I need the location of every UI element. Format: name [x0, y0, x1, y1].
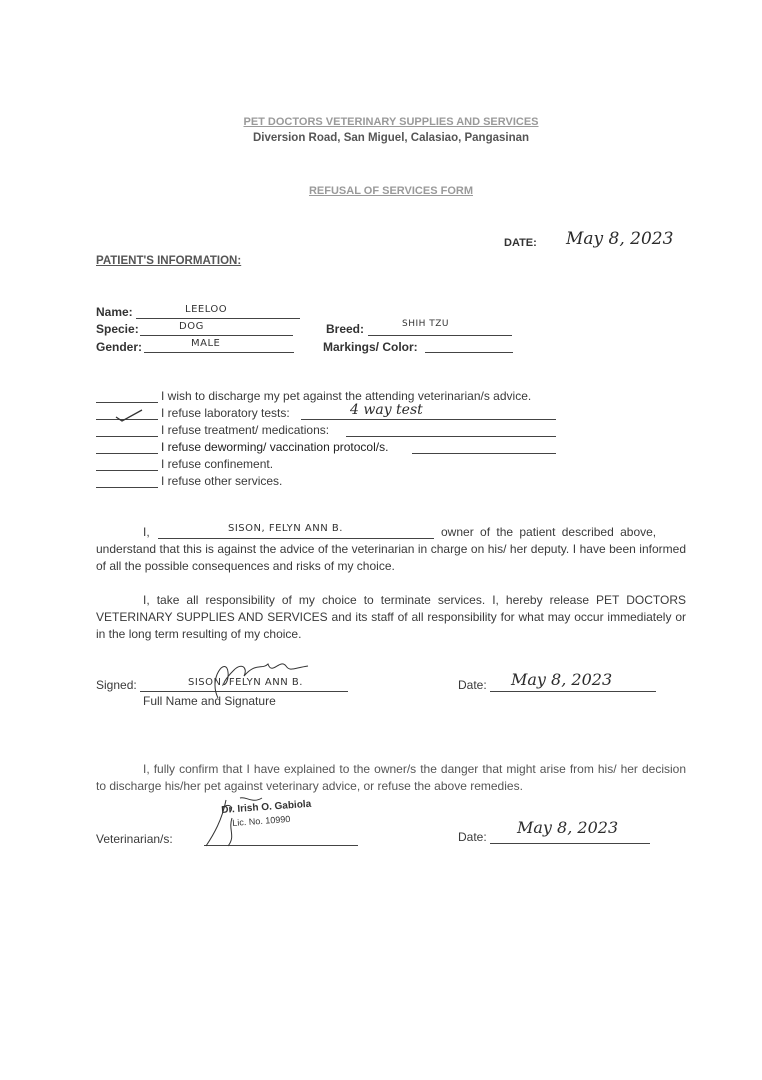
- statement-paragraph-1: understand that this is against the advice of the veterinarian in charge on his/ her deputy. I have been informed of all the possible consequences and risks of my choice.: [96, 542, 686, 573]
- name-field[interactable]: LEELOO: [185, 304, 228, 315]
- statement-owner-text: owner of the patient described above,: [441, 525, 657, 539]
- date-value[interactable]: May 8, 2023: [566, 229, 674, 249]
- company-address: Diversion Road, San Miguel, Calasiao, Pangasinan: [252, 132, 530, 144]
- vet-date-value[interactable]: May 8, 2023: [517, 818, 619, 837]
- option-text: I refuse laboratory tests:: [161, 406, 290, 420]
- signature-caption: Full Name and Signature: [143, 694, 276, 708]
- vet-statement: I, fully confirm that I have explained to the owner/s the danger that might arise from his/ her decision to discharge his/her pet against veterinary advice, or refuse the above remedies.: [96, 762, 686, 793]
- markings-label: Markings/ Color:: [323, 340, 418, 354]
- owner-name-field[interactable]: SISON, FELYN ANN B.: [228, 523, 343, 534]
- vet-date-label: Date:: [458, 830, 487, 844]
- owner-date-value[interactable]: May 8, 2023: [511, 670, 613, 689]
- owner-date-label: Date:: [458, 678, 487, 692]
- option-text: I refuse deworming/ vaccination protocol/s.: [161, 440, 389, 454]
- option-text: I refuse confinement.: [161, 457, 274, 471]
- option-blank[interactable]: [96, 470, 158, 471]
- checkmark-icon: [114, 408, 144, 422]
- form-title: REFUSAL OF SERVICES FORM: [308, 185, 473, 197]
- statement-paragraph-2: I, take all responsibility of my choice to terminate services. I, hereby release PET DOCTORS VETERINARY SUPPLIES AND SERVICES and its staff of all responsibility for what may occur immediately or in the long term resulting of my choice.: [96, 593, 686, 641]
- vet-stamp-license: Lic. No. 10990: [232, 813, 291, 828]
- option-blank[interactable]: [96, 402, 158, 403]
- lab-test-detail[interactable]: 4 way test: [350, 402, 423, 418]
- signed-name[interactable]: SISON, FELYN ANN B.: [188, 677, 303, 688]
- option-blank[interactable]: [96, 453, 158, 454]
- gender-field[interactable]: MALE: [191, 338, 221, 349]
- option-text: I refuse other services.: [161, 474, 283, 488]
- name-label: Name:: [96, 305, 133, 319]
- patient-info-heading: PATIENT'S INFORMATION:: [96, 255, 242, 267]
- statement-i: I,: [143, 525, 150, 539]
- gender-label: Gender:: [96, 340, 143, 354]
- vet-stamp-name: Dr. Irish O. Gabiola: [221, 798, 312, 816]
- option-text: I refuse treatment/ medications:: [161, 423, 330, 437]
- specie-label: Specie:: [96, 322, 139, 336]
- option-blank[interactable]: [96, 487, 158, 488]
- breed-field[interactable]: SHIH TZU: [402, 319, 450, 329]
- breed-label: Breed:: [326, 322, 365, 336]
- specie-field[interactable]: DOG: [179, 321, 204, 332]
- option-blank[interactable]: [96, 436, 158, 437]
- company-name: PET DOCTORS VETERINARY SUPPLIES AND SERVICES: [243, 116, 539, 128]
- date-label: DATE:: [504, 237, 537, 249]
- signed-label: Signed:: [96, 678, 137, 692]
- option-text: I wish to discharge my pet against the attending veterinarian/s advice.: [161, 389, 532, 403]
- veterinarian-label: Veterinarian/s:: [96, 832, 173, 846]
